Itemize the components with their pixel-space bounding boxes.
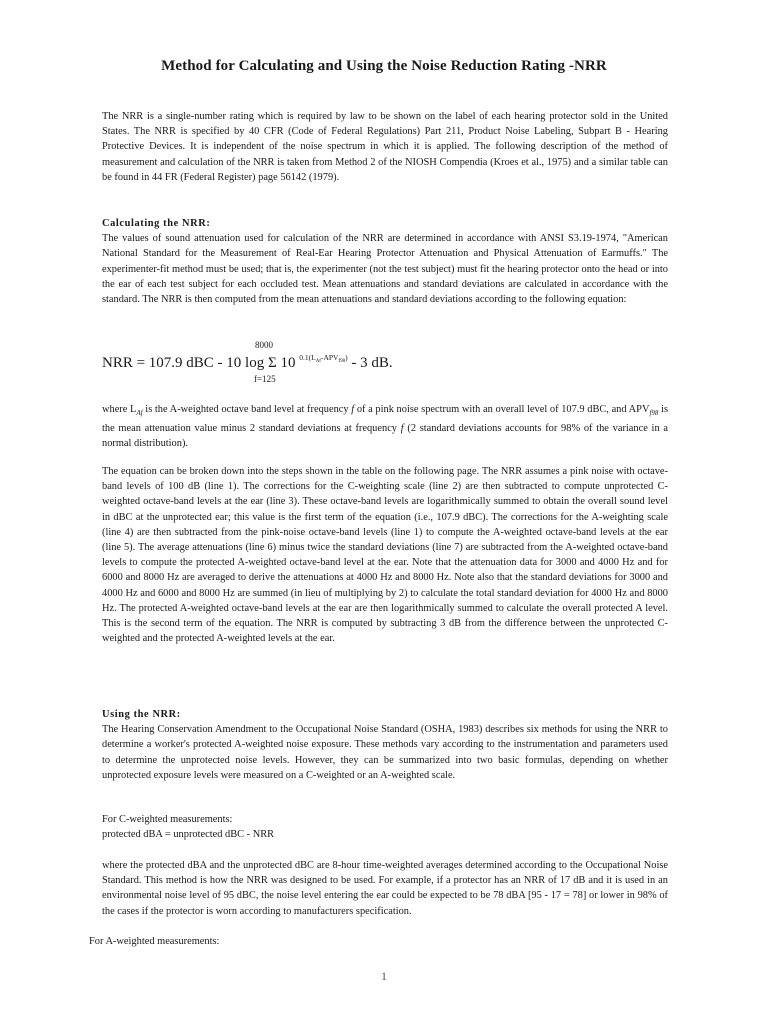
- exponent-mid: -APV: [320, 353, 339, 362]
- where-f-1: f: [351, 404, 355, 415]
- exponent-end: ): [345, 353, 348, 362]
- exponent-sub-af: Af: [315, 359, 321, 364]
- c-weighted-label: For C-weighted measurements:: [102, 814, 233, 825]
- nrr-equation: [102, 353, 393, 372]
- using-heading: Using the NRR:: [102, 709, 181, 720]
- using-body: The Hearing Conservation Amendment to the Occupational Noise Standard (OSHA, 1983) describes six methods for using the NRR to determine a worker's protected A-weighted noise exposure. These methods vary according to the instrumentation and parameters used to determine the unprotected noise levels. However, they can be summarized into two basic formulas, depending on whether unprotected exposure levels were measured on a C-weighted or an A-weighted scale.: [102, 724, 668, 781]
- where-f-2: f: [400, 423, 404, 435]
- calculating-body: The values of sound attenuation used for calculation of the NRR are determined in accordance with ANSI S3.19-1974, "American National Standard for the Measurement of Real-Ear Hearing Protector Attenuation and Physical Attenuation of Earmuffs." The experimenter-fit method must be used; that is, the experimenter (not the test subject) must fit the hearing protector onto the head or into the ear of each test subject for each occluded test. Mean attenuations and standard deviations are calculated in accordance with the standard. The NRR is then computed from the mean attenuations and standard deviations according to the following equation:: [102, 233, 668, 306]
- intro-paragraph: The NRR is a single-number rating which is required by law to be shown on the label of each hearing protector sold in the United States. The NRR is specified by 40 CFR (Code of Federal Regulations) Part 211, Product Noise Labeling, Subpart B - Hearing Protective Devices. It is independent of the noise spectrum in which it is applied. The following description of the method of measurement and calculation of the NRR is taken from Method 2 of the NIOSH Compendia (Kroes et al., 1975) and a similar table can be found in 44 FR (Federal Register) page 56142 (1979).: [102, 111, 668, 183]
- sum-lower-limit: f=125: [254, 374, 276, 384]
- sum-upper-limit: 8000: [255, 340, 273, 350]
- where-text-3: of a pink noise spectrum with an overall level of 107.9 dBC, and APV: [354, 404, 650, 415]
- equation-right: - 3 dB.: [351, 355, 393, 371]
- calculating-heading: Calculating the NRR:: [102, 218, 211, 229]
- where-sub-af: Af: [136, 409, 143, 418]
- example-paragraph: where the protected dBA and the unprotected dBC are 8-hour time-weighted averages determined according to the Occupational Noise Standard. This method is how the NRR was designed to be used. For example, if a protector has an NRR of 17 dB and it is used in an environmental noise level of 95 dBC, the noise level entering the ear could be expected to be 78 dBA [95 - 17 = 78] or lower in 98% of the cases if the protector is worn according to manufacturers specification.: [102, 860, 668, 917]
- exponent-part: 0.1(L: [299, 353, 316, 362]
- where-paragraph: [102, 402, 668, 452]
- using-section: [102, 707, 668, 783]
- equation-left: NRR = 107.9 dBC - 10 log Σ 10: [102, 355, 296, 371]
- equation-exponent: [299, 353, 347, 362]
- where-text-5: (2 standard deviations accounts for 98% of the variance in a normal distribution).: [102, 423, 668, 450]
- calculating-section: [102, 216, 668, 307]
- where-sub-f98: f98: [649, 409, 659, 418]
- where-text-4: is the mean attenuation value minus 2 standard deviations at frequency: [102, 404, 669, 435]
- steps-paragraph: The equation can be broken down into the steps shown in the table on the following page. The NRR assumes a pink noise with octave-band levels of 100 dB (line 1). The corrections for the C-weighting scale (line 2) are then subtracted to compute unprotected C-weighted octave-band levels at the ear (line 3). These octave-band levels are logarithmically summed to obtain the overall sound level in dBC at the unprotected ear; this value is the first term of the equation (i.e., 107.9 dBC). The corrections for the A-weighting scale (line 4) are then subtracted from the pink-noise octave-band levels (line 1) to compute the A-weighted octave-band levels at the ear (line 5). The average attenuations (line 6) minus twice the standard deviations (line 7) are subtracted from the A-weighted octave-band levels to compute the protected A-weighted octave-band level at the ear. Note that the attenuation data for 3000 and 4000 Hz and for 6000 and 8000 Hz are averaged to derive the attenuations at 4000 Hz and 8000 Hz. Note also that the standard deviations for 3000 and 4000 Hz and 6000 and 8000 Hz are summed (in lieu of multiplying by 2) to calculate the total standard deviation for 4000 Hz and 8000 Hz. The protected A-weighted octave-band levels at the ear are then logarithmically summed to calculate the overall protected A level. This is the second term of the equation. The NRR is computed by subtracting 3 dB from the difference between the unprotected C-weighted and the protected A-weighted levels at the ear.: [102, 466, 668, 645]
- document-title: Method for Calculating and Using the Noise Reduction Rating -NRR: [161, 58, 607, 74]
- c-weighted-formula: protected dBA = unprotected dBC - NRR: [102, 829, 275, 840]
- exponent-sub-f98: f98: [338, 359, 346, 364]
- a-weighted-label: For A-weighted measurements:: [89, 936, 220, 947]
- page-number: 1: [381, 969, 387, 983]
- where-text-1: where L: [102, 404, 137, 415]
- where-text-2: is the A-weighted octave band level at frequency: [142, 404, 352, 415]
